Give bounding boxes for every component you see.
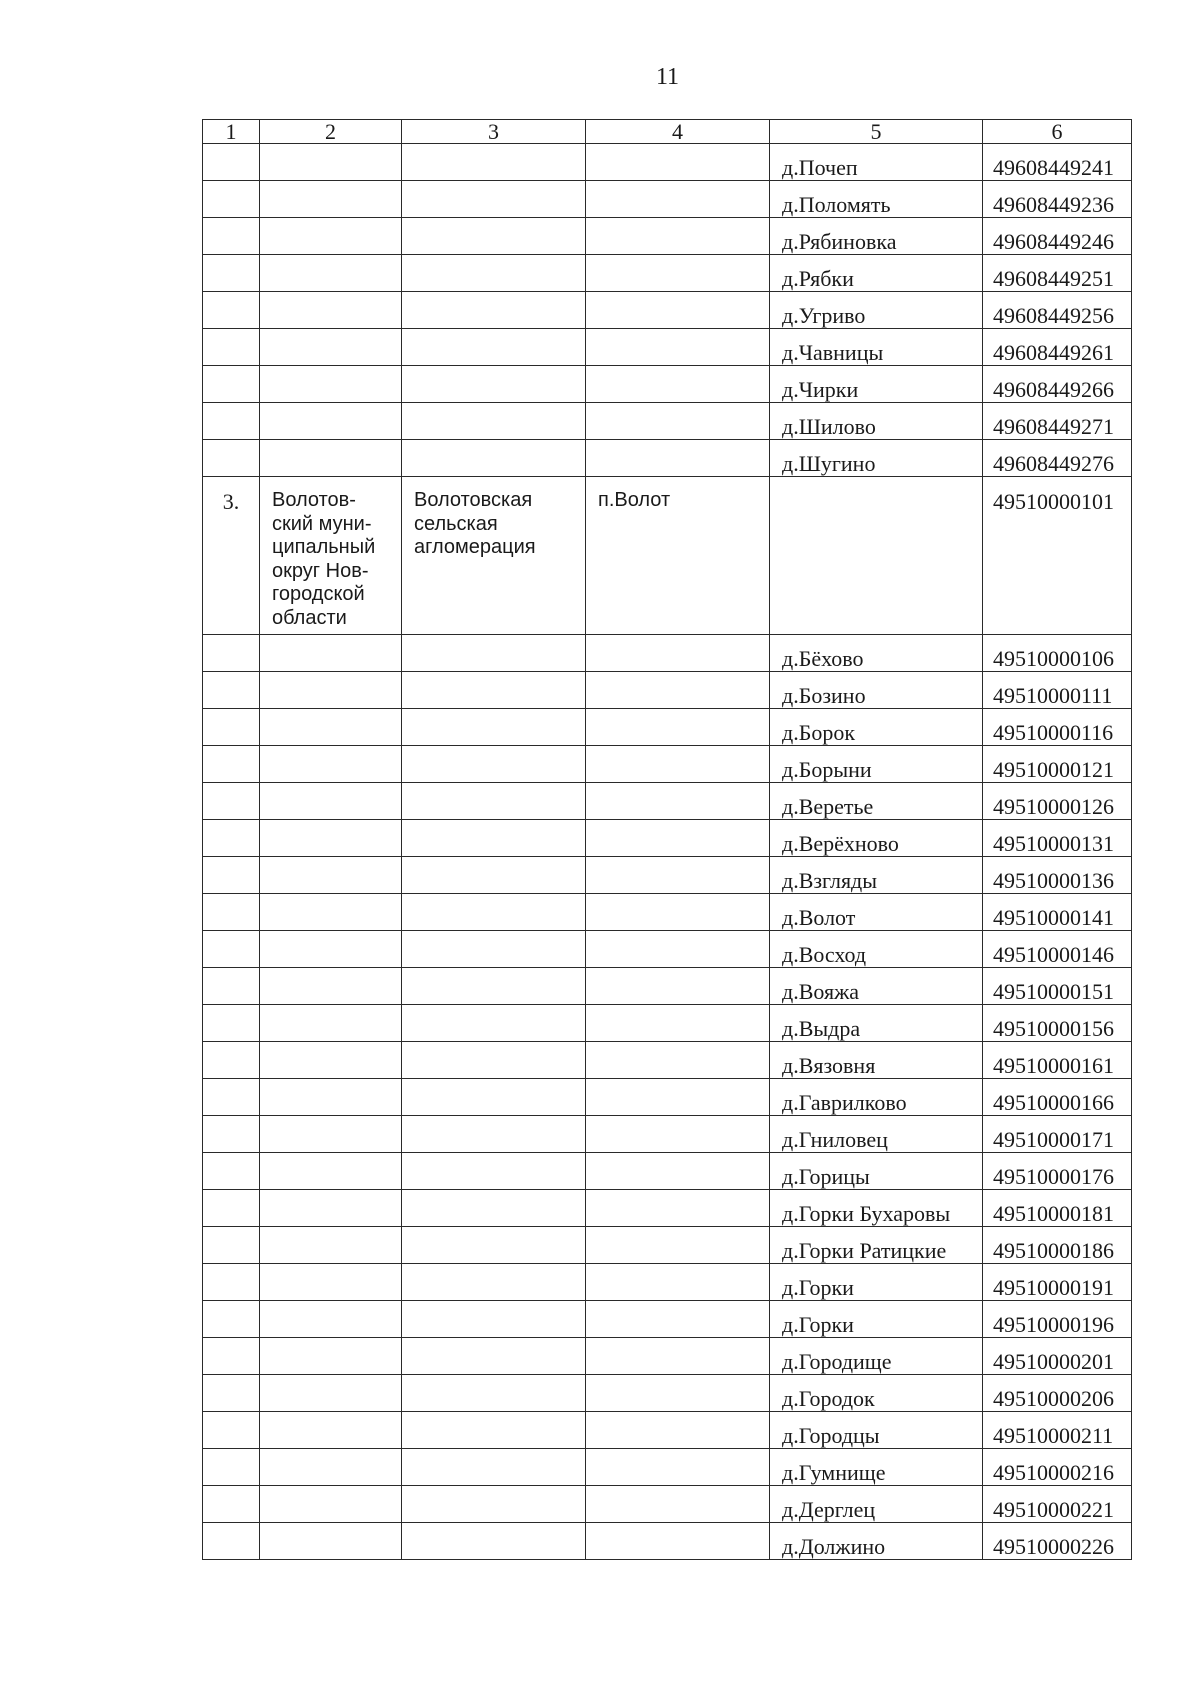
empty-cell: [586, 1190, 770, 1227]
table-row: [203, 366, 1132, 403]
oktmo-code: 49510000201: [983, 1338, 1132, 1375]
empty-cell: [203, 255, 260, 292]
empty-cell: [260, 1042, 402, 1079]
table-row: [203, 1523, 1132, 1560]
empty-cell: [260, 1375, 402, 1412]
district-name-line: ципальный: [272, 536, 376, 559]
empty-cell: [586, 440, 770, 477]
oktmo-code: 49608449251: [983, 255, 1132, 292]
column-header: 3: [402, 120, 586, 144]
district-entry-row: [203, 477, 1132, 635]
oktmo-code: 49608449236: [983, 181, 1132, 218]
empty-cell: [586, 329, 770, 366]
settlement-name: д.Гаврилково: [770, 1079, 983, 1116]
empty-cell: [203, 403, 260, 440]
empty-cell: [586, 1005, 770, 1042]
empty-cell: [203, 366, 260, 403]
settlement-name: д.Бозино: [770, 672, 983, 709]
district-name-line: области: [272, 606, 347, 629]
table-row: [203, 403, 1132, 440]
empty-cell: [402, 672, 586, 709]
empty-cell: [260, 672, 402, 709]
empty-cell: [260, 1523, 402, 1560]
empty-cell: [402, 440, 586, 477]
column-header: 6: [983, 120, 1132, 144]
settlement-name: д.Горки: [770, 1301, 983, 1338]
table-row: [203, 1190, 1132, 1227]
table-row: [203, 1375, 1132, 1412]
empty-cell: [203, 1227, 260, 1264]
empty-cell: [586, 144, 770, 181]
oktmo-code: 49510000131: [983, 820, 1132, 857]
empty-cell: [203, 181, 260, 218]
empty-cell: [203, 672, 260, 709]
empty-cell: [402, 292, 586, 329]
empty-cell: [402, 857, 586, 894]
table-row: [203, 857, 1132, 894]
empty-cell: [402, 1301, 586, 1338]
oktmo-code: 49510000166: [983, 1079, 1132, 1116]
table-row: [203, 672, 1132, 709]
settlement-name: д.Взгляды: [770, 857, 983, 894]
table-row: [203, 1005, 1132, 1042]
empty-cell: [402, 1116, 586, 1153]
table-row: [203, 1338, 1132, 1375]
empty-cell: [260, 1153, 402, 1190]
settlement-name: д.Горки: [770, 1264, 983, 1301]
table-row: [203, 820, 1132, 857]
empty-cell: [203, 1375, 260, 1412]
settlement-name: д.Дерглец: [770, 1486, 983, 1523]
empty-cell: [203, 292, 260, 329]
settlement-name: д.Городок: [770, 1375, 983, 1412]
empty-cell: [203, 329, 260, 366]
empty-cell: [586, 1079, 770, 1116]
empty-cell: [260, 255, 402, 292]
empty-cell: [203, 1153, 260, 1190]
column-header: 5: [770, 120, 983, 144]
empty-cell: [586, 783, 770, 820]
empty-cell: [586, 1153, 770, 1190]
empty-cell: [586, 746, 770, 783]
empty-cell: [402, 1375, 586, 1412]
oktmo-code: 49608449276: [983, 440, 1132, 477]
table-row: [203, 783, 1132, 820]
settlement-name: [770, 477, 983, 635]
table-row: [203, 746, 1132, 783]
agglomeration-name-line: Волотовская: [414, 489, 533, 511]
table-row: [203, 292, 1132, 329]
empty-cell: [402, 1412, 586, 1449]
settlement-name: д.Горицы: [770, 1153, 983, 1190]
empty-cell: [260, 1412, 402, 1449]
oktmo-code: 49510000141: [983, 894, 1132, 931]
oktmo-code: 49510000106: [983, 635, 1132, 672]
empty-cell: [402, 255, 586, 292]
table-row: [203, 440, 1132, 477]
oktmo-code: 49608449271: [983, 403, 1132, 440]
district-name-line: округ Нов-: [272, 559, 369, 582]
oktmo-code: 49510000136: [983, 857, 1132, 894]
empty-cell: [203, 635, 260, 672]
empty-cell: [402, 931, 586, 968]
empty-cell: [402, 783, 586, 820]
empty-cell: [203, 144, 260, 181]
empty-cell: [203, 857, 260, 894]
empty-cell: [260, 366, 402, 403]
empty-cell: [203, 1264, 260, 1301]
district-name-line: городской: [272, 583, 365, 606]
empty-cell: [402, 366, 586, 403]
empty-cell: [203, 1449, 260, 1486]
agglomeration-name-line: сельская: [414, 512, 498, 535]
settlement-name: д.Борок: [770, 709, 983, 746]
table-row: [203, 1153, 1132, 1190]
empty-cell: [260, 857, 402, 894]
empty-cell: [586, 968, 770, 1005]
settlement-name: д.Вояжа: [770, 968, 983, 1005]
settlement-name: д.Бёхово: [770, 635, 983, 672]
empty-cell: [402, 1264, 586, 1301]
empty-cell: [203, 1116, 260, 1153]
empty-cell: [203, 218, 260, 255]
empty-cell: [260, 1190, 402, 1227]
column-header: 1: [203, 120, 260, 144]
empty-cell: [260, 746, 402, 783]
empty-cell: [203, 1412, 260, 1449]
settlement-name: д.Почеп: [770, 144, 983, 181]
empty-cell: [260, 783, 402, 820]
empty-cell: [203, 1486, 260, 1523]
empty-cell: [586, 255, 770, 292]
empty-cell: [586, 709, 770, 746]
settlement-name: д.Шугино: [770, 440, 983, 477]
oktmo-code: 49510000121: [983, 746, 1132, 783]
settlement-name: д.Горки Ратицкие: [770, 1227, 983, 1264]
table-row: [203, 635, 1132, 672]
oktmo-code: 49510000111: [983, 672, 1132, 709]
empty-cell: [260, 968, 402, 1005]
empty-cell: [260, 1005, 402, 1042]
empty-cell: [586, 366, 770, 403]
empty-cell: [586, 218, 770, 255]
oktmo-code: 49510000181: [983, 1190, 1132, 1227]
oktmo-code: 49510000216: [983, 1449, 1132, 1486]
settlement-name: д.Угриво: [770, 292, 983, 329]
table-row: [203, 218, 1132, 255]
empty-cell: [260, 1079, 402, 1116]
settlement-name: д.Городище: [770, 1338, 983, 1375]
empty-cell: [402, 709, 586, 746]
oktmo-code: 49510000116: [983, 709, 1132, 746]
empty-cell: [402, 329, 586, 366]
table-row: [203, 1264, 1132, 1301]
settlement-name: д.Восход: [770, 931, 983, 968]
table-row: [203, 1079, 1132, 1116]
empty-cell: [586, 181, 770, 218]
oktmo-code: 49510000221: [983, 1486, 1132, 1523]
table-row: [203, 144, 1132, 181]
empty-cell: [586, 820, 770, 857]
empty-cell: [586, 1375, 770, 1412]
entry-number: 3.: [203, 477, 260, 635]
district-name-line: Волотов-: [272, 489, 356, 511]
empty-cell: [203, 709, 260, 746]
oktmo-code: 49510000196: [983, 1301, 1132, 1338]
table-row: [203, 1301, 1132, 1338]
empty-cell: [260, 1264, 402, 1301]
empty-cell: [402, 894, 586, 931]
settlement-name: д.Вязовня: [770, 1042, 983, 1079]
oktmo-code: 49510000156: [983, 1005, 1132, 1042]
settlement-name: д.Выдра: [770, 1005, 983, 1042]
district-name-line: ский муни-: [272, 512, 372, 535]
table-row: [203, 255, 1132, 292]
empty-cell: [402, 218, 586, 255]
settlement-name: д.Горки Бухаровы: [770, 1190, 983, 1227]
empty-cell: [203, 931, 260, 968]
oktmo-code: 49510000101: [983, 477, 1132, 635]
empty-cell: [586, 1264, 770, 1301]
oktmo-code: 49510000186: [983, 1227, 1132, 1264]
empty-cell: [203, 968, 260, 1005]
empty-cell: [402, 1042, 586, 1079]
empty-cell: [260, 218, 402, 255]
empty-cell: [402, 1005, 586, 1042]
settlements-table: [202, 119, 1132, 1560]
empty-cell: [586, 1042, 770, 1079]
table-row: [203, 181, 1132, 218]
table-body: [203, 120, 1132, 1560]
settlement-name: д.Борыни: [770, 746, 983, 783]
empty-cell: [402, 1153, 586, 1190]
empty-cell: [203, 1301, 260, 1338]
empty-cell: [586, 672, 770, 709]
settlement-name: д.Шилово: [770, 403, 983, 440]
column-header: 2: [260, 120, 402, 144]
empty-cell: [260, 1301, 402, 1338]
table-row: [203, 1042, 1132, 1079]
table-row: [203, 894, 1132, 931]
empty-cell: [260, 709, 402, 746]
empty-cell: [586, 857, 770, 894]
table-row: [203, 968, 1132, 1005]
empty-cell: [586, 1412, 770, 1449]
empty-cell: [402, 1190, 586, 1227]
table-row: [203, 709, 1132, 746]
empty-cell: [402, 968, 586, 1005]
empty-cell: [586, 292, 770, 329]
empty-cell: [203, 1079, 260, 1116]
settlement-name: д.Городцы: [770, 1412, 983, 1449]
empty-cell: [586, 635, 770, 672]
empty-cell: [260, 1449, 402, 1486]
empty-cell: [402, 403, 586, 440]
oktmo-code: 49608449246: [983, 218, 1132, 255]
empty-cell: [260, 292, 402, 329]
empty-cell: [260, 1486, 402, 1523]
empty-cell: [586, 894, 770, 931]
table-row: [203, 931, 1132, 968]
empty-cell: [260, 1338, 402, 1375]
empty-cell: [260, 635, 402, 672]
empty-cell: [402, 820, 586, 857]
oktmo-code: 49510000171: [983, 1116, 1132, 1153]
oktmo-code: 49510000211: [983, 1412, 1132, 1449]
empty-cell: [203, 894, 260, 931]
empty-cell: [203, 1338, 260, 1375]
agglomeration-name-line: агломерация: [414, 536, 536, 559]
oktmo-code: 49510000191: [983, 1264, 1132, 1301]
oktmo-code: 49510000151: [983, 968, 1132, 1005]
agglomeration-name: [402, 477, 586, 635]
oktmo-code: 49510000176: [983, 1153, 1132, 1190]
table-row: [203, 329, 1132, 366]
oktmo-code: 49608449241: [983, 144, 1132, 181]
settlement-name: д.Волот: [770, 894, 983, 931]
oktmo-code: 49510000206: [983, 1375, 1132, 1412]
empty-cell: [402, 1338, 586, 1375]
empty-cell: [203, 1005, 260, 1042]
empty-cell: [260, 1227, 402, 1264]
settlement-name: д.Должино: [770, 1523, 983, 1560]
empty-cell: [260, 894, 402, 931]
page-number: 11: [655, 64, 680, 90]
empty-cell: [260, 403, 402, 440]
empty-cell: [586, 1116, 770, 1153]
table-row: [203, 1412, 1132, 1449]
empty-cell: [586, 1338, 770, 1375]
empty-cell: [402, 1079, 586, 1116]
empty-cell: [586, 1523, 770, 1560]
empty-cell: [260, 931, 402, 968]
empty-cell: [260, 1116, 402, 1153]
empty-cell: [203, 820, 260, 857]
empty-cell: [203, 1190, 260, 1227]
empty-cell: [402, 1486, 586, 1523]
empty-cell: [402, 181, 586, 218]
empty-cell: [260, 144, 402, 181]
oktmo-code: 49510000146: [983, 931, 1132, 968]
empty-cell: [203, 1042, 260, 1079]
administrative-center: п.Волот: [586, 477, 770, 635]
empty-cell: [402, 144, 586, 181]
empty-cell: [203, 440, 260, 477]
settlement-name: д.Гумнище: [770, 1449, 983, 1486]
empty-cell: [586, 931, 770, 968]
column-header-row: [203, 120, 1132, 144]
empty-cell: [203, 783, 260, 820]
table-row: [203, 1449, 1132, 1486]
oktmo-code: 49510000126: [983, 783, 1132, 820]
empty-cell: [402, 1449, 586, 1486]
table-row: [203, 1227, 1132, 1264]
settlement-name: д.Веретье: [770, 783, 983, 820]
empty-cell: [203, 746, 260, 783]
empty-cell: [586, 1227, 770, 1264]
empty-cell: [586, 1301, 770, 1338]
empty-cell: [402, 746, 586, 783]
oktmo-code: 49510000161: [983, 1042, 1132, 1079]
empty-cell: [260, 440, 402, 477]
empty-cell: [402, 1227, 586, 1264]
settlement-name: д.Рябки: [770, 255, 983, 292]
empty-cell: [586, 403, 770, 440]
empty-cell: [260, 181, 402, 218]
empty-cell: [402, 1523, 586, 1560]
empty-cell: [586, 1486, 770, 1523]
oktmo-code: 49608449261: [983, 329, 1132, 366]
oktmo-code: 49608449266: [983, 366, 1132, 403]
settlement-name: д.Чавницы: [770, 329, 983, 366]
empty-cell: [260, 329, 402, 366]
settlement-name: д.Гниловец: [770, 1116, 983, 1153]
district-name: [260, 477, 402, 635]
empty-cell: [586, 1449, 770, 1486]
settlement-name: д.Верёхново: [770, 820, 983, 857]
oktmo-code: 49608449256: [983, 292, 1132, 329]
table-row: [203, 1486, 1132, 1523]
oktmo-code: 49510000226: [983, 1523, 1132, 1560]
settlement-name: д.Поломять: [770, 181, 983, 218]
column-header: 4: [586, 120, 770, 144]
settlement-name: д.Чирки: [770, 366, 983, 403]
table-row: [203, 1116, 1132, 1153]
empty-cell: [203, 1523, 260, 1560]
empty-cell: [402, 635, 586, 672]
empty-cell: [260, 820, 402, 857]
settlement-name: д.Рябиновка: [770, 218, 983, 255]
